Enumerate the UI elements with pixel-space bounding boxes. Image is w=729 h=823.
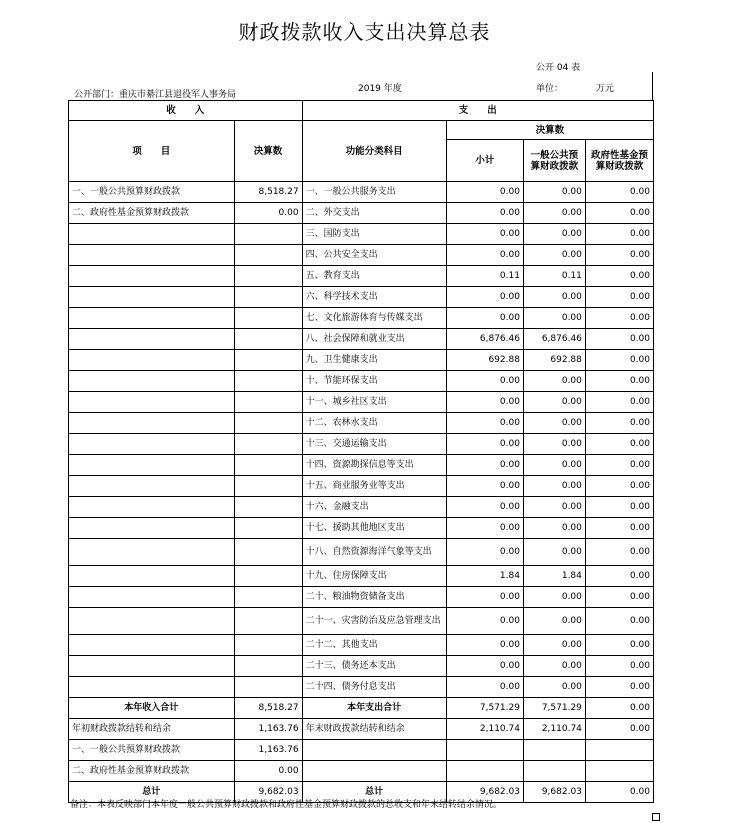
income-item — [69, 413, 235, 434]
income-amount — [234, 329, 302, 350]
expense-subtotal: 0.00 — [446, 539, 523, 566]
expense-item: 十二、农林水支出 — [302, 413, 446, 434]
func-header: 功能分类科目 — [302, 121, 446, 182]
income-amount: 8,518.27 — [234, 182, 302, 203]
expense-gov-fund: 0.00 — [585, 635, 653, 656]
expense-general: 0.00 — [523, 392, 585, 413]
table-row — [69, 392, 654, 413]
income-amount — [234, 371, 302, 392]
expense-item: 十六、金融支出 — [302, 497, 446, 518]
expense-item: 十九、住房保障支出 — [302, 566, 446, 587]
expense-item: 十四、资源勘探信息等支出 — [302, 455, 446, 476]
expense-general: 692.88 — [523, 350, 585, 371]
table-row — [69, 497, 654, 518]
expense-item: 二十、粮油物资储备支出 — [302, 587, 446, 608]
expense-gov-fund: 0.00 — [585, 455, 653, 476]
income-item — [69, 350, 235, 371]
income-amount — [234, 587, 302, 608]
income-item: 一、一般公共预算财政拨款 — [69, 182, 235, 203]
income-item: 二、政府性基金预算财政拨款 — [69, 203, 235, 224]
income-item — [69, 566, 235, 587]
gov-fund-header: 政府性基金预算财政拨款 — [585, 140, 653, 182]
income-amount — [234, 224, 302, 245]
income-amount — [234, 497, 302, 518]
expense-subtotal: 692.88 — [446, 350, 523, 371]
expense-subtotal: 0.00 — [446, 677, 523, 698]
grand-expense-total-label: 总计 — [302, 782, 446, 803]
expense-gov-fund: 0.00 — [585, 182, 653, 203]
expense-item: 二、外交支出 — [302, 203, 446, 224]
expense-subtotal: 0.00 — [446, 392, 523, 413]
expense-general: 0.00 — [523, 608, 585, 635]
general-budget-header: 一般公共预算财政拨款 — [523, 140, 585, 182]
income-amount — [234, 518, 302, 539]
income-amount — [234, 308, 302, 329]
expense-subtotal: 0.00 — [446, 476, 523, 497]
income-item — [69, 677, 235, 698]
table-row — [69, 455, 654, 476]
carry-general-label: 一、一般公共预算财政拨款 — [69, 740, 235, 761]
table-row — [69, 224, 654, 245]
income-amount: 0.00 — [234, 203, 302, 224]
expense-general: 0.00 — [523, 656, 585, 677]
income-item — [69, 635, 235, 656]
expense-gov-fund: 0.00 — [585, 608, 653, 635]
carry-general-value: 1,163.76 — [234, 740, 302, 761]
expense-gov-fund: 0.00 — [585, 392, 653, 413]
expense-gov-fund: 0.00 — [585, 587, 653, 608]
carry-over-row — [69, 719, 654, 740]
expense-gov-fund: 0.00 — [585, 308, 653, 329]
grand-income-total-value: 9,682.03 — [234, 782, 302, 803]
expense-general: 0.00 — [523, 287, 585, 308]
expense-general: 0.00 — [523, 677, 585, 698]
income-amount — [234, 392, 302, 413]
expense-subtotal: 0.00 — [446, 371, 523, 392]
income-item — [69, 518, 235, 539]
subtotal-header: 小计 — [446, 140, 523, 182]
expense-gov-fund: 0.00 — [585, 350, 653, 371]
table-row — [69, 587, 654, 608]
year-expense-gov-fund: 0.00 — [585, 698, 653, 719]
expense-item: 十三、交通运输支出 — [302, 434, 446, 455]
year-expense-total-label: 本年支出合计 — [302, 698, 446, 719]
empty-cell — [302, 740, 446, 761]
income-item — [69, 476, 235, 497]
income-item — [69, 392, 235, 413]
empty-cell — [585, 761, 653, 782]
expense-gov-fund: 0.00 — [585, 203, 653, 224]
expense-subtotal: 0.00 — [446, 635, 523, 656]
expense-general: 0.00 — [523, 476, 585, 497]
expense-item: 二十一、灾害防治及应急管理支出 — [302, 608, 446, 635]
table-row — [69, 287, 654, 308]
expense-item: 五、教育支出 — [302, 266, 446, 287]
corner-marker — [652, 813, 660, 821]
carry-begin-value: 1,163.76 — [234, 719, 302, 740]
income-amount — [234, 608, 302, 635]
expense-gov-fund: 0.00 — [585, 266, 653, 287]
income-amount — [234, 656, 302, 677]
table-row — [69, 539, 654, 566]
income-item — [69, 266, 235, 287]
table-row — [69, 203, 654, 224]
grand-expense-subtotal: 9,682.03 — [446, 782, 523, 803]
carry-end-subtotal: 2,110.74 — [446, 719, 523, 740]
expense-subtotal: 0.00 — [446, 656, 523, 677]
carry-gov-label: 二、政府性基金预算财政拨款 — [69, 761, 235, 782]
table-row — [69, 476, 654, 497]
year-total-row — [69, 698, 654, 719]
income-item — [69, 455, 235, 476]
expense-general: 0.00 — [523, 245, 585, 266]
income-amount — [234, 287, 302, 308]
expense-general: 0.00 — [523, 224, 585, 245]
amount-header: 决算数 — [234, 121, 302, 182]
expense-general: 0.00 — [523, 539, 585, 566]
table-row — [69, 182, 654, 203]
settle-header: 决算数 — [446, 121, 653, 140]
carry-end-label: 年末财政拨款结转和结余 — [302, 719, 446, 740]
empty-cell — [523, 740, 585, 761]
table-row — [69, 608, 654, 635]
year-expense-subtotal: 7,571.29 — [446, 698, 523, 719]
expense-subtotal: 0.00 — [446, 497, 523, 518]
fiscal-year: 2019 年度 — [358, 84, 402, 94]
year-income-total-label: 本年收入合计 — [69, 698, 235, 719]
expense-item: 十七、援助其他地区支出 — [302, 518, 446, 539]
table-row — [69, 350, 654, 371]
expense-gov-fund: 0.00 — [585, 497, 653, 518]
expense-general: 0.00 — [523, 203, 585, 224]
expense-subtotal: 0.00 — [446, 587, 523, 608]
income-item — [69, 245, 235, 266]
income-item — [69, 587, 235, 608]
table-row — [69, 245, 654, 266]
expense-gov-fund: 0.00 — [585, 224, 653, 245]
expense-subtotal: 0.00 — [446, 182, 523, 203]
expense-item: 十、节能环保支出 — [302, 371, 446, 392]
unit-value: 万元 — [596, 84, 615, 94]
table-row — [69, 566, 654, 587]
expense-subtotal: 0.00 — [446, 287, 523, 308]
table-row — [69, 518, 654, 539]
expense-item: 一、一般公共服务支出 — [302, 182, 446, 203]
income-item — [69, 329, 235, 350]
expense-general: 0.00 — [523, 587, 585, 608]
expense-item: 二十三、债务还本支出 — [302, 656, 446, 677]
expense-item: 十一、城乡社区支出 — [302, 392, 446, 413]
expense-header: 支 出 — [302, 101, 653, 121]
expense-gov-fund: 0.00 — [585, 656, 653, 677]
expense-gov-fund: 0.00 — [585, 518, 653, 539]
header-divider — [652, 72, 653, 100]
expense-subtotal: 0.00 — [446, 455, 523, 476]
income-amount — [234, 434, 302, 455]
expense-general: 1.84 — [523, 566, 585, 587]
expense-subtotal: 0.11 — [446, 266, 523, 287]
year-expense-general: 7,571.29 — [523, 698, 585, 719]
table-row — [69, 413, 654, 434]
expense-general: 0.00 — [523, 635, 585, 656]
income-item — [69, 656, 235, 677]
expense-subtotal: 0.00 — [446, 518, 523, 539]
income-item — [69, 434, 235, 455]
expense-general: 0.11 — [523, 266, 585, 287]
table-row — [69, 371, 654, 392]
expense-general: 6,876.46 — [523, 329, 585, 350]
table-row — [69, 329, 654, 350]
carry-gov-row — [69, 761, 654, 782]
department-label: 公开部门：重庆市綦江县退役军人事务局 — [74, 90, 237, 100]
carry-general-row — [69, 740, 654, 761]
income-item — [69, 371, 235, 392]
expense-gov-fund: 0.00 — [585, 371, 653, 392]
expense-item: 二十二、其他支出 — [302, 635, 446, 656]
expense-gov-fund: 0.00 — [585, 329, 653, 350]
income-amount — [234, 455, 302, 476]
footnote: 备注：本表反映部门本年度一般公共预算财政拨款和政府性基金预算财政拨款的总收支和年末结转结余情况。 — [70, 800, 503, 810]
income-item — [69, 539, 235, 566]
grand-expense-gov-fund: 0.00 — [585, 782, 653, 803]
expense-gov-fund: 0.00 — [585, 539, 653, 566]
empty-cell — [585, 740, 653, 761]
table-row — [69, 677, 654, 698]
income-item — [69, 287, 235, 308]
expense-subtotal: 0.00 — [446, 245, 523, 266]
income-amount — [234, 413, 302, 434]
expense-item: 十八、自然资源海洋气象等支出 — [302, 539, 446, 566]
form-number: 公开 04 表 — [536, 63, 581, 73]
year-income-total-value: 8,518.27 — [234, 698, 302, 719]
carry-begin-label: 年初财政拨款结转和结余 — [69, 719, 235, 740]
expense-item: 八、社会保障和就业支出 — [302, 329, 446, 350]
item-header: 项 目 — [69, 121, 235, 182]
expense-item: 七、文化旅游体育与传媒支出 — [302, 308, 446, 329]
header-row-settle — [69, 121, 654, 140]
table-row — [69, 656, 654, 677]
expense-general: 0.00 — [523, 455, 585, 476]
table-row — [69, 308, 654, 329]
expense-subtotal: 0.00 — [446, 224, 523, 245]
carry-end-gov-fund: 0.00 — [585, 719, 653, 740]
unit-label: 单位： — [536, 84, 564, 94]
expense-subtotal: 0.00 — [446, 608, 523, 635]
expense-gov-fund: 0.00 — [585, 566, 653, 587]
expense-item: 四、公共安全支出 — [302, 245, 446, 266]
expense-subtotal: 6,876.46 — [446, 329, 523, 350]
expense-gov-fund: 0.00 — [585, 245, 653, 266]
income-amount — [234, 245, 302, 266]
income-header: 收 入 — [69, 101, 303, 121]
expense-subtotal: 0.00 — [446, 203, 523, 224]
income-item — [69, 308, 235, 329]
expense-general: 0.00 — [523, 518, 585, 539]
page-title: 财政拨款收入支出决算总表 — [238, 20, 491, 44]
expense-item: 二十四、债务付息支出 — [302, 677, 446, 698]
expense-general: 0.00 — [523, 371, 585, 392]
income-amount — [234, 635, 302, 656]
expense-item: 三、国防支出 — [302, 224, 446, 245]
income-item — [69, 497, 235, 518]
table-row — [69, 434, 654, 455]
expense-subtotal: 0.00 — [446, 413, 523, 434]
income-amount — [234, 539, 302, 566]
expense-item: 九、卫生健康支出 — [302, 350, 446, 371]
grand-expense-general: 9,682.03 — [523, 782, 585, 803]
grand-income-total-label: 总计 — [69, 782, 235, 803]
income-amount — [234, 566, 302, 587]
carry-end-general: 2,110.74 — [523, 719, 585, 740]
income-amount — [234, 350, 302, 371]
income-amount — [234, 476, 302, 497]
expense-general: 0.00 — [523, 497, 585, 518]
expense-subtotal: 1.84 — [446, 566, 523, 587]
income-amount — [234, 677, 302, 698]
expense-gov-fund: 0.00 — [585, 476, 653, 497]
expense-general: 0.00 — [523, 182, 585, 203]
expense-gov-fund: 0.00 — [585, 677, 653, 698]
budget-table — [68, 100, 654, 803]
header-row-sections — [69, 101, 654, 121]
carry-gov-value: 0.00 — [234, 761, 302, 782]
expense-gov-fund: 0.00 — [585, 287, 653, 308]
expense-general: 0.00 — [523, 308, 585, 329]
expense-general: 0.00 — [523, 434, 585, 455]
expense-subtotal: 0.00 — [446, 308, 523, 329]
table-row — [69, 635, 654, 656]
income-item — [69, 608, 235, 635]
income-item — [69, 224, 235, 245]
empty-cell — [446, 740, 523, 761]
expense-gov-fund: 0.00 — [585, 413, 653, 434]
expense-item: 十五、商业服务业等支出 — [302, 476, 446, 497]
expense-subtotal: 0.00 — [446, 434, 523, 455]
empty-cell — [523, 761, 585, 782]
expense-item: 六、科学技术支出 — [302, 287, 446, 308]
empty-cell — [446, 761, 523, 782]
table-row — [69, 266, 654, 287]
empty-cell — [302, 761, 446, 782]
expense-general: 0.00 — [523, 413, 585, 434]
income-amount — [234, 266, 302, 287]
expense-gov-fund: 0.00 — [585, 434, 653, 455]
